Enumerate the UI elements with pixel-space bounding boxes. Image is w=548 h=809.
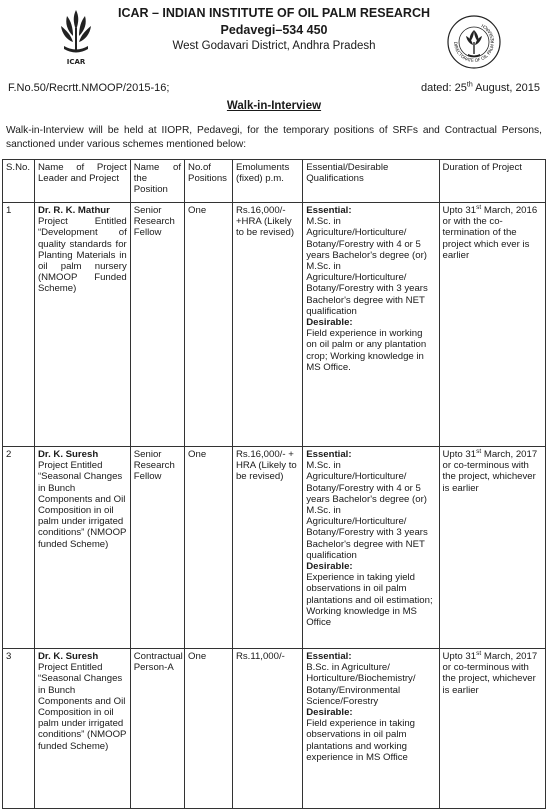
row-positions-count: One	[185, 447, 233, 649]
col-header-sno: S.No.	[3, 160, 35, 203]
desirable-text: Field experience in taking observations in oil palm plantations and working experience in MS Office	[306, 718, 416, 763]
table-row	[3, 447, 546, 649]
project-leader: Dr. R. K. Mathur	[37, 205, 110, 216]
table-row	[3, 203, 546, 447]
row-qualifications-cell	[303, 203, 439, 447]
positions-table	[2, 159, 546, 809]
row-sno: 1	[3, 203, 35, 447]
project-leader: Dr. K. Suresh	[37, 449, 99, 460]
institute-district: West Godavari District, Andhra Pradesh	[172, 40, 376, 52]
table-header-row	[3, 160, 546, 203]
essential-label: Essential:	[306, 205, 352, 216]
row-sno: 3	[3, 649, 35, 809]
row-project-cell	[34, 649, 130, 809]
essential-text: B.Sc. in Agriculture/ Horticulture/Biochemistry/ Botany/Environmental Science/Forestry	[306, 662, 416, 707]
row-emoluments: Rs.16,000/- + HRA (Likely to be revised)	[232, 447, 302, 649]
page-title: Walk-in-Interview	[226, 100, 322, 112]
row-position: Contractual Person-A	[130, 649, 184, 809]
col-header-duration: Duration of Project	[439, 160, 546, 203]
col-header-project: Name of Project Leader and Project	[34, 160, 130, 203]
row-project-cell	[34, 203, 130, 447]
intro-paragraph: Walk-in-Interview will be held at IIOPR, Pedavegi, for the temporary positions of SRFs and Contractual Persons, sanctioned under various schemes mentioned below:	[6, 125, 542, 150]
row-emoluments: Rs.11,000/-	[232, 649, 302, 809]
desirable-label: Desirable:	[306, 707, 353, 719]
svg-text:DIRECTORATE OF OIL PALM RESEAR: DIRECTORATE OF OIL PALM RESEARCH	[451, 22, 497, 65]
row-position: Senior Research Fellow	[130, 447, 184, 649]
letterhead	[0, 0, 548, 70]
essential-label: Essential:	[306, 449, 352, 460]
directorate-seal-icon	[446, 14, 502, 70]
row-project-cell	[34, 447, 130, 649]
file-number: F.No.50/Recrtt.NMOOP/2015-16;	[8, 82, 170, 94]
project-title: Project Entitled “Seasonal Changes in Bunch Components and Oil Composition in oil palm under irrigated conditions” (NMOOP funded Scheme)	[37, 662, 127, 752]
row-positions-count: One	[185, 203, 233, 447]
letter-date: dated: 25th August, 2015	[421, 81, 540, 94]
essential-label: Essential:	[306, 651, 352, 662]
project-title: Project Entitled “Seasonal Changes in Bunch Components and Oil Composition in oil palm under irrigated conditions” (NMOOP funded Scheme)	[37, 460, 127, 550]
row-emoluments: Rs.16,000/- +HRA (Likely to be revised)	[232, 203, 302, 447]
row-qualifications-cell	[303, 649, 439, 809]
col-header-emoluments: Emoluments (fixed) p.m.	[232, 160, 302, 203]
institute-location: Pedavegi–534 450	[220, 23, 328, 37]
row-sno: 2	[3, 447, 35, 649]
col-header-position: Name of the Position	[130, 160, 184, 203]
desirable-label: Desirable:	[306, 317, 353, 329]
institute-name: ICAR – INDIAN INSTITUTE OF OIL PALM RESEARCH	[117, 6, 431, 20]
row-duration: Upto 31st March, 2017 or co-terminous with the project, whichever is earlier	[439, 447, 546, 649]
row-positions-count: One	[185, 649, 233, 809]
row-position: Senior Research Fellow	[130, 203, 184, 447]
project-title: Project Entitled “Development of quality standards for Planting Materials in oil palm nursery (NMOOP Funded Scheme)	[37, 216, 127, 295]
row-qualifications-cell	[303, 447, 439, 649]
desirable-text: Field experience in working on oil palm or any plantation crop; Working knowledge in MS Office.	[306, 328, 427, 373]
essential-text: M.Sc. in Agriculture/Horticulture/ Botany/Forestry with 4 or 5 years Bachelor's degree (or) M.Sc. in Agriculture/Horticulture/ Botany/Forestry with 3 years Bachelor's degree with NET qualification	[306, 460, 428, 561]
col-header-qualifications: Essential/Desirable Qualifications	[303, 160, 439, 203]
table-row	[3, 649, 546, 809]
essential-text: M.Sc. in Agriculture/Horticulture/ Botany/Forestry with 4 or 5 years Bachelor's degree (or) M.Sc. in Agriculture/Horticulture/ Botany/Forestry with 3 years Bachelor's degree with NET qualification	[306, 216, 428, 317]
desirable-text: Experience in taking yield observations in oil palm plantations and oil estimation; Working knowledge in MS Office	[306, 572, 433, 629]
desirable-label: Desirable:	[306, 561, 353, 573]
svg-text:ICAR: ICAR	[66, 58, 86, 66]
row-duration: Upto 31st March, 2017 or co-terminous with the project, whichever is earlier	[439, 649, 546, 809]
project-leader: Dr. K. Suresh	[37, 651, 99, 662]
col-header-positions: No.of Positions	[185, 160, 233, 203]
row-duration: Upto 31st March, 2016 or with the co-termination of the project which ever is earlier	[439, 203, 546, 447]
